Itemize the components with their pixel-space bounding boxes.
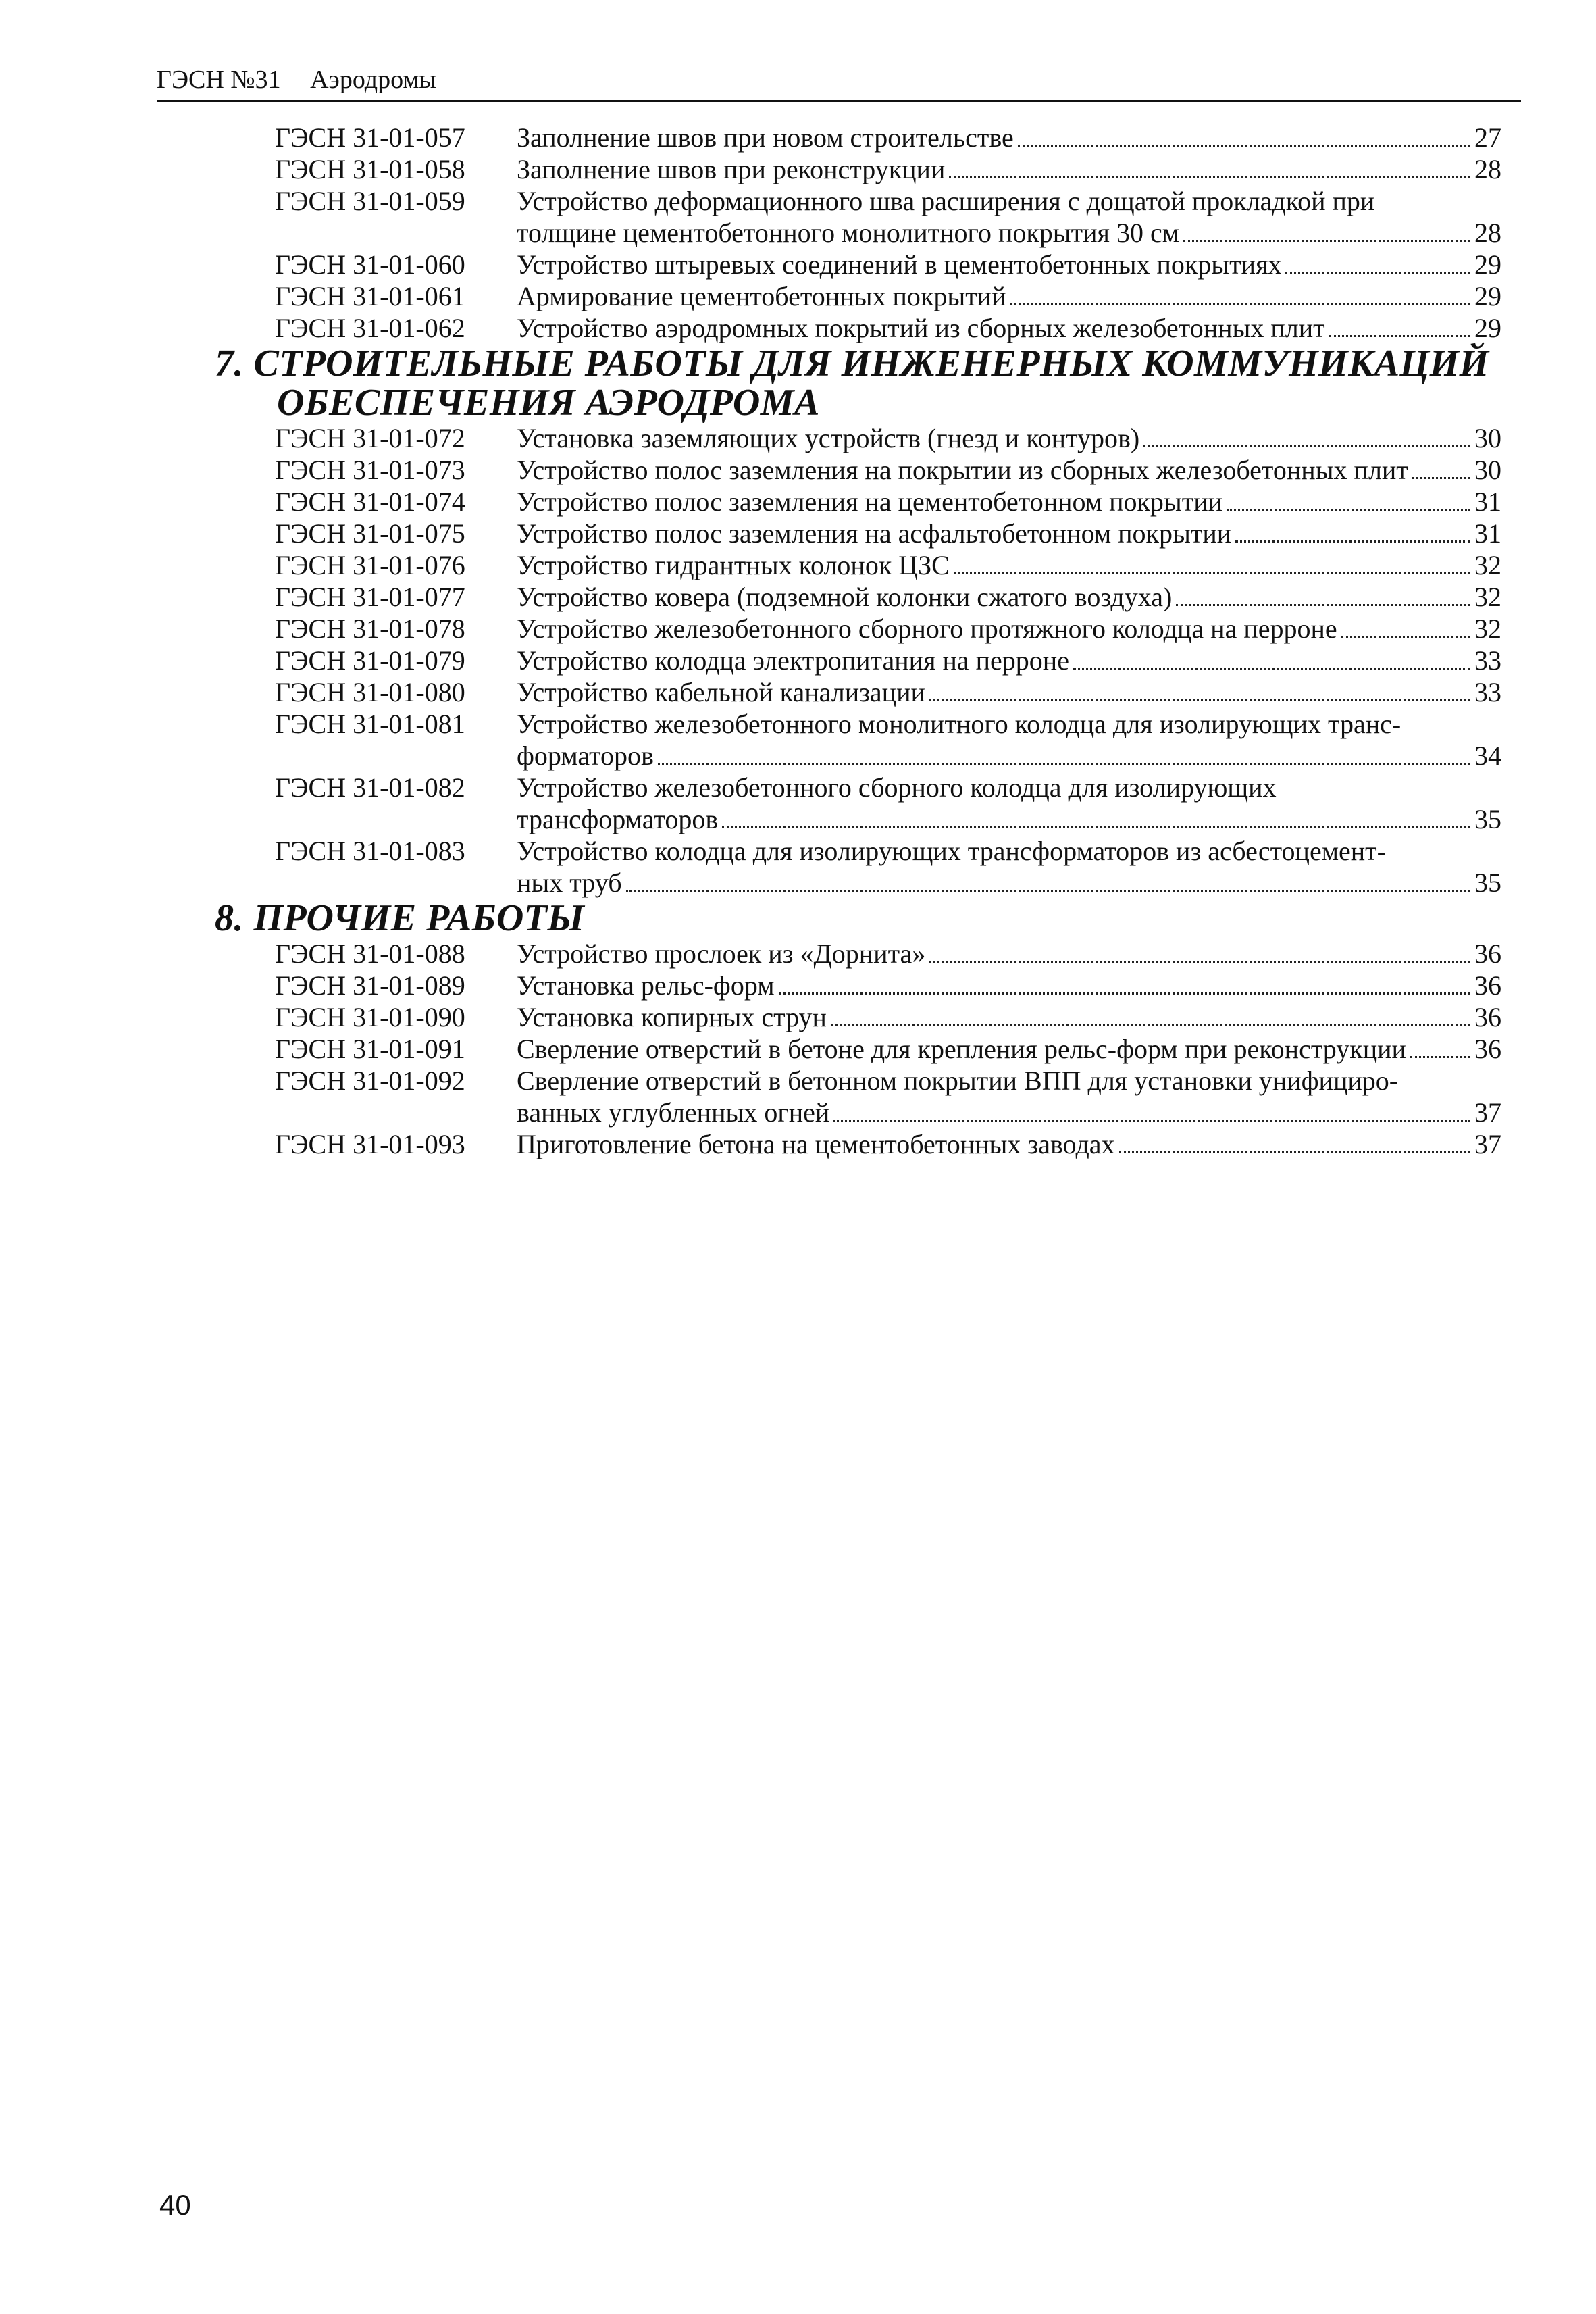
toc-entry bbox=[0, 185, 1596, 249]
entry-title-line: Армирование цементобетонных покрытий bbox=[517, 281, 1006, 311]
entry-title-line: Устройство аэродромных покрытий из сборных железобетонных плит bbox=[517, 313, 1325, 343]
entry-title-line: Устройство колодца электропитания на перроне bbox=[517, 645, 1069, 676]
entry-title-line: Устройство ковера (подземной колонки сжатого воздуха) bbox=[517, 582, 1173, 612]
toc-entry bbox=[0, 772, 1596, 835]
norm-code: ГЭСН 31-01-073 bbox=[275, 455, 465, 485]
entry-title-line: Установка рельс-форм bbox=[517, 970, 775, 1001]
document-series: ГЭСН №31 bbox=[157, 66, 281, 94]
norm-code: ГЭСН 31-01-076 bbox=[275, 550, 465, 580]
section-heading bbox=[215, 899, 1498, 938]
entry-title-line: Устройство штыревых соединений в цементобетонных покрытиях bbox=[517, 249, 1282, 280]
toc-entry bbox=[0, 122, 1596, 153]
dot-leader bbox=[1410, 1036, 1470, 1058]
entry-title-line: Устройство колодца для изолирующих трансформаторов из асбестоцемент- bbox=[517, 836, 1386, 866]
norm-code: ГЭСН 31-01-078 bbox=[275, 613, 465, 644]
dot-leader bbox=[833, 1099, 1470, 1122]
dot-leader bbox=[658, 743, 1470, 765]
norm-code: ГЭСН 31-01-089 bbox=[275, 970, 465, 1001]
page-ref: 29 bbox=[1474, 249, 1501, 280]
dot-leader bbox=[1073, 647, 1470, 670]
toc-entry bbox=[0, 1128, 1596, 1160]
toc-entry bbox=[0, 835, 1596, 899]
entry-title-last-line bbox=[517, 312, 1501, 344]
entry-title-line: Установка заземляющих устройств (гнезд и контуров) bbox=[517, 423, 1140, 453]
entry-title-last-line bbox=[517, 549, 1501, 581]
entry-title bbox=[517, 249, 1501, 280]
page-ref: 29 bbox=[1474, 281, 1501, 311]
entry-title-line: толщине цементобетонного монолитного покрытия 30 см bbox=[517, 218, 1180, 248]
entry-title bbox=[517, 153, 1501, 185]
entry-title bbox=[517, 645, 1501, 676]
entry-title bbox=[517, 708, 1501, 772]
toc-entry bbox=[0, 970, 1596, 1001]
norm-code: ГЭСН 31-01-062 bbox=[275, 313, 465, 343]
page-ref: 28 bbox=[1474, 154, 1501, 184]
norm-code: ГЭСН 31-01-082 bbox=[275, 772, 465, 803]
dot-leader bbox=[1010, 283, 1471, 305]
entry-title-last-line bbox=[517, 1001, 1501, 1033]
dot-leader bbox=[1183, 220, 1470, 242]
entry-title-last-line bbox=[517, 740, 1501, 772]
entry-title-line: Установка копирных струн bbox=[517, 1002, 827, 1032]
entry-title-last-line bbox=[517, 1128, 1501, 1160]
entry-title bbox=[517, 676, 1501, 708]
toc-entry bbox=[0, 645, 1596, 676]
entry-title bbox=[517, 185, 1501, 249]
entry-title bbox=[517, 518, 1501, 549]
page-ref: 29 bbox=[1474, 313, 1501, 343]
entry-title-line: Заполнение швов при новом строительстве bbox=[517, 122, 1014, 153]
dot-leader bbox=[949, 156, 1470, 178]
section-heading-line: ОБЕСПЕЧЕНИЯ АЭРОДРОМА bbox=[277, 382, 820, 424]
entry-title-line: Устройство железобетонного сборного колодца для изолирующих bbox=[517, 772, 1277, 803]
document-subtitle: Аэродромы bbox=[310, 66, 436, 94]
page-ref: 32 bbox=[1474, 550, 1501, 580]
page-ref: 36 bbox=[1474, 1034, 1501, 1064]
entry-title bbox=[517, 772, 1501, 835]
dot-leader bbox=[1143, 425, 1470, 447]
toc-entry bbox=[0, 1065, 1596, 1128]
dot-leader bbox=[929, 679, 1470, 701]
toc-entry bbox=[0, 454, 1596, 486]
norm-code: ГЭСН 31-01-072 bbox=[275, 423, 465, 453]
dot-leader bbox=[954, 552, 1470, 574]
norm-code: ГЭСН 31-01-059 bbox=[275, 186, 465, 216]
toc-entry bbox=[0, 1033, 1596, 1065]
norm-code: ГЭСН 31-01-079 bbox=[275, 645, 465, 676]
norm-code: ГЭСН 31-01-081 bbox=[275, 709, 465, 739]
entry-title bbox=[517, 312, 1501, 344]
entry-title-line: Сверление отверстий в бетонном покрытии ВПП для установки унифициро- bbox=[517, 1065, 1399, 1096]
norm-code: ГЭСН 31-01-083 bbox=[275, 836, 465, 866]
page-ref: 37 bbox=[1474, 1097, 1501, 1128]
toc-entry bbox=[0, 613, 1596, 645]
toc-entry bbox=[0, 312, 1596, 344]
norm-code: ГЭСН 31-01-091 bbox=[275, 1034, 465, 1064]
entry-title-line: ных труб bbox=[517, 867, 622, 898]
norm-code: ГЭСН 31-01-061 bbox=[275, 281, 465, 311]
entry-title-line: Заполнение швов при реконструкции bbox=[517, 154, 946, 184]
entry-title bbox=[517, 1001, 1501, 1033]
dot-leader bbox=[1412, 457, 1470, 479]
page-ref: 37 bbox=[1474, 1129, 1501, 1159]
entry-title-last-line bbox=[517, 1097, 1501, 1128]
entry-title-last-line bbox=[517, 454, 1501, 486]
section-heading-line: 8. ПРОЧИЕ РАБОТЫ bbox=[215, 897, 585, 939]
dot-leader bbox=[779, 972, 1470, 995]
entry-title-line: Сверление отверстий в бетоне для крепления рельс-форм при реконструкции bbox=[517, 1034, 1406, 1064]
toc-entry bbox=[0, 549, 1596, 581]
page-ref: 35 bbox=[1474, 804, 1501, 834]
entry-title bbox=[517, 835, 1501, 899]
entry-title bbox=[517, 1033, 1501, 1065]
page-ref: 32 bbox=[1474, 582, 1501, 612]
toc-entry bbox=[0, 280, 1596, 312]
dot-leader bbox=[929, 940, 1470, 963]
page-ref: 33 bbox=[1474, 677, 1501, 707]
page-ref: 36 bbox=[1474, 1002, 1501, 1032]
norm-code: ГЭСН 31-01-093 bbox=[275, 1129, 465, 1159]
page-ref: 36 bbox=[1474, 938, 1501, 969]
page-number: 40 bbox=[159, 2189, 191, 2221]
dot-leader bbox=[626, 870, 1470, 892]
entry-title-last-line bbox=[517, 645, 1501, 676]
entry-title-last-line bbox=[517, 122, 1501, 153]
entry-title-last-line bbox=[517, 970, 1501, 1001]
entry-title-line: Устройство железобетонного монолитного колодца для изолирующих транс- bbox=[517, 709, 1401, 739]
toc-entry bbox=[0, 422, 1596, 454]
entry-title bbox=[517, 122, 1501, 153]
toc-entry bbox=[0, 1001, 1596, 1033]
entry-title-last-line bbox=[517, 1033, 1501, 1065]
entry-title-line: Устройство прослоек из «Дорнита» bbox=[517, 938, 926, 969]
section-heading-line: 7. СТРОИТЕЛЬНЫЕ РАБОТЫ ДЛЯ ИНЖЕНЕРНЫХ КОММУНИКАЦИЙ bbox=[215, 343, 1489, 384]
norm-code: ГЭСН 31-01-057 bbox=[275, 122, 465, 153]
entry-title bbox=[517, 1128, 1501, 1160]
page-ref: 30 bbox=[1474, 423, 1501, 453]
toc-entry bbox=[0, 938, 1596, 970]
entry-title bbox=[517, 549, 1501, 581]
entry-title-line: Устройство полос заземления на асфальтобетонном покрытии bbox=[517, 518, 1232, 549]
page-ref: 36 bbox=[1474, 970, 1501, 1001]
page-ref: 31 bbox=[1474, 486, 1501, 517]
toc-entry bbox=[0, 518, 1596, 549]
entry-title bbox=[517, 970, 1501, 1001]
page-ref: 31 bbox=[1474, 518, 1501, 549]
entry-title-last-line bbox=[517, 581, 1501, 613]
entry-title bbox=[517, 1065, 1501, 1128]
norm-code: ГЭСН 31-01-080 bbox=[275, 677, 465, 707]
entry-title-last-line bbox=[517, 938, 1501, 970]
dot-leader bbox=[1227, 488, 1470, 511]
entry-title-line: Устройство полос заземления на цементобетонном покрытии bbox=[517, 486, 1223, 517]
entry-title bbox=[517, 581, 1501, 613]
norm-code: ГЭСН 31-01-060 bbox=[275, 249, 465, 280]
toc-entry bbox=[0, 486, 1596, 518]
dot-leader bbox=[1235, 520, 1470, 543]
entry-title-line: Устройство железобетонного сборного протяжного колодца на перроне bbox=[517, 613, 1337, 644]
norm-code: ГЭСН 31-01-075 bbox=[275, 518, 465, 549]
section-heading bbox=[215, 344, 1498, 422]
norm-code: ГЭСН 31-01-092 bbox=[275, 1065, 465, 1096]
entry-title bbox=[517, 613, 1501, 645]
entry-title bbox=[517, 486, 1501, 518]
entry-title bbox=[517, 938, 1501, 970]
dot-leader bbox=[1018, 124, 1470, 147]
entry-title bbox=[517, 422, 1501, 454]
entry-title-line: форматоров bbox=[517, 740, 654, 771]
entry-title-last-line bbox=[517, 803, 1501, 835]
entry-title-last-line bbox=[517, 422, 1501, 454]
page-ref: 34 bbox=[1474, 740, 1501, 771]
entry-title-last-line bbox=[517, 518, 1501, 549]
dot-leader bbox=[831, 1004, 1470, 1026]
dot-leader bbox=[1176, 584, 1470, 606]
page-ref: 30 bbox=[1474, 455, 1501, 485]
toc-entry bbox=[0, 249, 1596, 280]
entry-title-last-line bbox=[517, 280, 1501, 312]
page-ref: 33 bbox=[1474, 645, 1501, 676]
entry-title-line: Устройство кабельной канализации bbox=[517, 677, 925, 707]
entry-title bbox=[517, 280, 1501, 312]
norm-code: ГЭСН 31-01-074 bbox=[275, 486, 465, 517]
entry-title-last-line bbox=[517, 153, 1501, 185]
entry-title-last-line bbox=[517, 486, 1501, 518]
entry-title-line: трансформаторов bbox=[517, 804, 719, 834]
norm-code: ГЭСН 31-01-090 bbox=[275, 1002, 465, 1032]
toc-entry bbox=[0, 581, 1596, 613]
dot-leader bbox=[722, 806, 1470, 828]
dot-leader bbox=[1329, 315, 1470, 337]
entry-title bbox=[517, 454, 1501, 486]
page-ref: 35 bbox=[1474, 867, 1501, 898]
entry-title-last-line bbox=[517, 676, 1501, 708]
norm-code: ГЭСН 31-01-088 bbox=[275, 938, 465, 969]
page-ref: 32 bbox=[1474, 613, 1501, 644]
norm-code: ГЭСН 31-01-077 bbox=[275, 582, 465, 612]
page-ref: 27 bbox=[1474, 122, 1501, 153]
running-header bbox=[157, 65, 1521, 102]
dot-leader bbox=[1119, 1131, 1470, 1153]
entry-title-last-line bbox=[517, 249, 1501, 280]
page-ref: 28 bbox=[1474, 218, 1501, 248]
dot-leader bbox=[1341, 615, 1470, 638]
entry-title-line: Устройство деформационного шва расширения с дощатой прокладкой при bbox=[517, 186, 1375, 216]
entry-title-last-line bbox=[517, 867, 1501, 899]
norm-code: ГЭСН 31-01-058 bbox=[275, 154, 465, 184]
toc-entry bbox=[0, 708, 1596, 772]
dot-leader bbox=[1285, 251, 1470, 274]
entry-title-line: Приготовление бетона на цементобетонных заводах bbox=[517, 1129, 1115, 1159]
entry-title-line: Устройство полос заземления на покрытии из сборных железобетонных плит bbox=[517, 455, 1408, 485]
toc-entry bbox=[0, 676, 1596, 708]
entry-title-last-line bbox=[517, 217, 1501, 249]
toc-entry bbox=[0, 153, 1596, 185]
entry-title-line: Устройство гидрантных колонок ЦЗС bbox=[517, 550, 950, 580]
entry-title-last-line bbox=[517, 613, 1501, 645]
table-of-contents bbox=[0, 122, 1596, 1160]
entry-title-line: ванных углубленных огней bbox=[517, 1097, 830, 1128]
